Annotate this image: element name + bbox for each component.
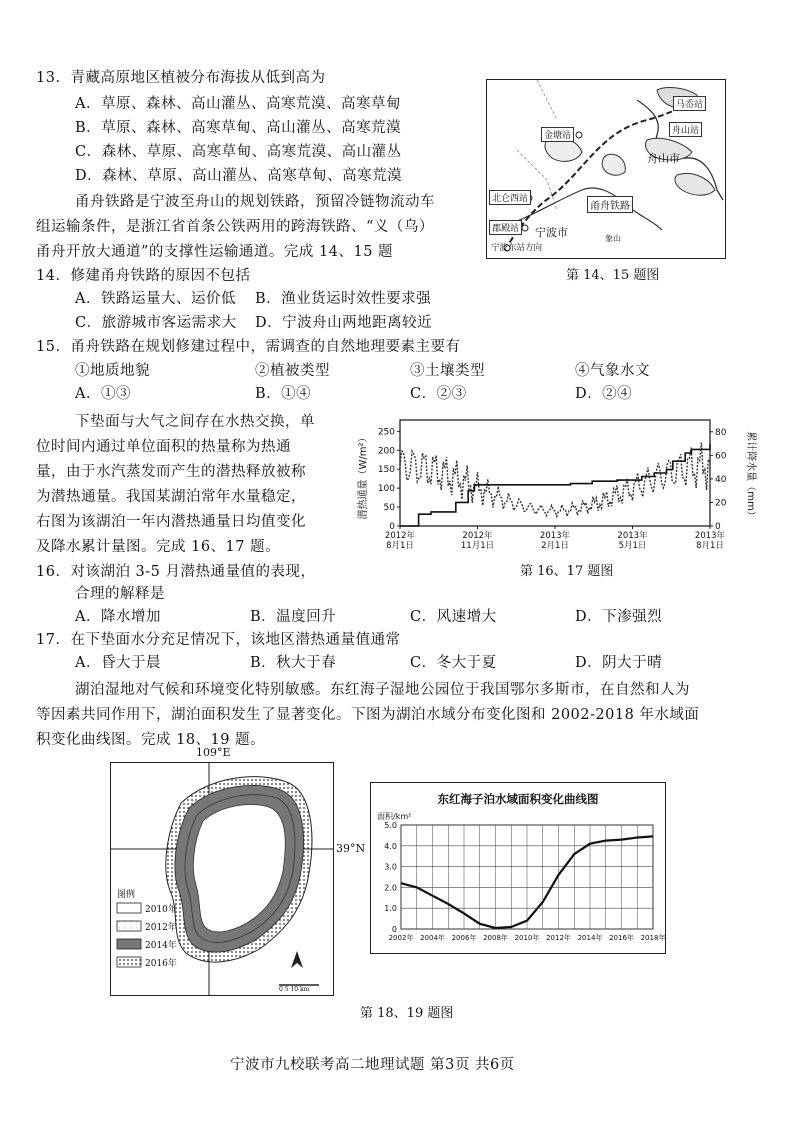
map-label-zhoushan-station: 舟山站 [669, 122, 702, 137]
x-axis-ticks [385, 526, 726, 551]
lake-area-xtick: 2004年 [420, 934, 445, 942]
q15-option-d: D．②④ [575, 386, 633, 402]
map-label-zhoushan-city: 舟山市 [647, 152, 680, 165]
right-tick-label: 20 [715, 498, 727, 509]
intro16-line-1: 下垫面与大气之间存在水热交换，单 [75, 414, 315, 430]
x-tick-label: 2013年 [617, 531, 648, 541]
q15-item-4: ④气象水文 [575, 363, 650, 379]
lake-area-title: 东红海子泊水域面积变化曲线图 [437, 792, 599, 806]
lake-area-xtick: 2002年 [388, 934, 414, 942]
q15-option-b: B．①④ [255, 386, 312, 402]
right-tick-label: 60 [715, 451, 727, 462]
map-label-maao: 马岙站 [673, 96, 706, 111]
x-tick-label: 8月1日 [696, 541, 724, 551]
map-label-ningbo-east: 宁波东站方向 [491, 243, 543, 253]
x-tick-label: 2012年 [462, 531, 493, 541]
map-label-xiangshan: 象山 [605, 234, 621, 243]
chart1-caption: 第 16、17 题图 [520, 564, 614, 579]
x-tick-label: 11月1日 [460, 541, 495, 551]
page-footer: 宁波市九校联考高二地理试题 第3页 共6页 [230, 1057, 515, 1073]
q14-option-d: D．宁波舟山两地距离较近 [255, 315, 433, 331]
q16-stem-2: 合理的解释是 [75, 586, 165, 602]
map-label-ningbo: 宁波市 [535, 226, 568, 239]
q15-stem: 15．甬舟铁路在规划修建过程中，需调查的自然地理要素主要有 [36, 339, 461, 355]
railway-map [486, 79, 726, 259]
lake-area-chart [371, 783, 665, 953]
lake-area-xtick: 2014年 [577, 934, 603, 942]
intro16-line-5: 右图为该湖泊一年内潜热通量日均值变化 [36, 514, 306, 530]
legend-2016: 2016年 [145, 959, 177, 969]
right-tick-label: 0 [715, 522, 721, 532]
intro16-line-4: 为潜热通量。我国某湖泊常年水量稳定， [36, 489, 306, 505]
q16-stem: 16．对该湖泊 3-5 月潜热通量值的表现， [36, 564, 316, 580]
q15-item-2: ②植被类型 [255, 363, 330, 379]
intro16-line-6: 及降水累计量图。完成 16、17 题。 [36, 539, 281, 555]
map-label-beilun: 北仑西站 [489, 190, 531, 205]
left-tick-label: 200 [377, 446, 395, 457]
right-tick-label: 40 [715, 474, 727, 485]
q16-option-a: A．降水增加 [75, 609, 161, 625]
x-tick-label: 5月1日 [618, 541, 647, 551]
lake-area-xtick: 2012年 [546, 934, 571, 942]
map-label-railway: 甬舟铁路 [587, 196, 633, 213]
legend-2010: 2010年 [145, 905, 177, 915]
lake-area-xticks [389, 933, 665, 942]
intro14-line-2: 组运输条件，是浙江省首条公铁两用的跨海铁路、“义（乌） [36, 219, 434, 235]
intro14-line-3: 甬舟开放大通道”的支撑性运输通道。完成 14、15 题 [36, 244, 394, 260]
q14-option-a: A．铁路运量大、运价低 [75, 291, 236, 307]
x-tick-label: 2013年 [694, 531, 726, 541]
right-axis-label: 累计降水量（mm） [745, 431, 756, 521]
q14-option-c: C．旅游城市客运需求大 [75, 315, 237, 331]
x-tick-label: 2013年 [539, 531, 571, 541]
left-axis-ticks [378, 427, 400, 532]
lake-area-ytick: 4.0 [384, 841, 397, 851]
x-tick-label: 8月1日 [386, 541, 414, 551]
map2-scale: 0 5 10 km [279, 986, 310, 993]
legend-2014: 2014年 [145, 941, 177, 951]
intro14-line-1: 甬舟铁路是宁波至舟山的规划铁路，预留冷链物流动车 [75, 194, 435, 210]
lake-area-xtick: 2016年 [609, 934, 634, 942]
intro16-line-2: 位时间内通过单位面积的热量称为热通 [36, 439, 291, 455]
q16-option-c: C．风速增大 [410, 609, 497, 625]
map2-latitude: 39°N [336, 842, 366, 855]
legend-title: 图例 [117, 890, 136, 900]
left-tick-label: 150 [377, 465, 395, 476]
q17-option-c: C．冬大于夏 [410, 655, 497, 671]
q14-stem: 14．修建甬舟铁路的原因不包括 [36, 268, 251, 284]
q13-option-c: C．森林、草原、高寒草甸、高寒荒漠、高山灌丛 [75, 144, 402, 160]
lake-area-ylabel: 面积/km² [377, 812, 412, 821]
lake-area-xtick: 2006年 [451, 934, 477, 942]
q15-option-c: C．②③ [410, 386, 467, 402]
intro18-line-3: 积变化曲线图。完成 18、19 题。 [36, 732, 266, 748]
left-tick-label: 100 [377, 484, 395, 495]
left-axis-label: 潜热通量（W/m²） [358, 432, 369, 520]
map-label-junyin: 郡殿站 [489, 220, 522, 235]
legend-2012: 2012年 [145, 923, 177, 933]
q14-option-b: B．渔业货运时效性要求强 [255, 291, 432, 307]
map-label-jintang: 金塘站 [541, 127, 574, 142]
lake-area-yticks [384, 821, 397, 934]
latent-heat-chart [352, 412, 762, 560]
map2-caption: 第 18、19 题图 [360, 1006, 454, 1021]
q13-option-a: A．草原、森林、高山灌丛、高寒荒漠、高寒草甸 [75, 96, 401, 112]
q17-option-a: A．昏大于晨 [75, 655, 161, 671]
q15-item-3: ③土壤类型 [410, 363, 485, 379]
right-axis-ticks [710, 428, 727, 532]
q17-stem: 17．在下垫面水分充足情况下，该地区潜热通量值通常 [36, 632, 401, 648]
lake-area-chart-frame [370, 782, 666, 954]
lake-area-ytick: 2.0 [384, 883, 397, 893]
intro16-line-3: 量，由于水汽蒸发而产生的潜热释放被称 [36, 464, 306, 480]
x-tick-label: 2月1日 [541, 541, 569, 551]
map1-caption: 第 14、15 题图 [566, 268, 660, 283]
q16-option-d: D．下渗强烈 [575, 609, 663, 625]
intro18-line-1: 湖泊湿地对气候和环境变化特别敏感。东红海子湿地公园位于我国鄂尔多斯市，在自然和人为 [75, 682, 690, 698]
right-tick-label: 80 [715, 427, 727, 438]
q16-option-b: B．温度回升 [250, 609, 337, 625]
lake-area-xtick: 2008年 [483, 934, 508, 942]
left-tick-label: 50 [383, 503, 395, 514]
lake-map [110, 762, 334, 996]
lake-area-ytick: 0 [391, 925, 397, 934]
lake-area-ytick: 3.0 [384, 862, 397, 872]
lake-area-xtick: 2010年 [514, 934, 540, 942]
q17-option-b: B．秋大于春 [250, 655, 337, 671]
q15-option-a: A．①③ [75, 386, 131, 402]
intro18-line-2: 等因素共同作用下，湖泊面积发生了显著变化。下图为湖泊水域分布变化图和 2002-2018 年水域面 [36, 707, 700, 723]
q13-stem: 13．青藏高原地区植被分布海拔从低到高为 [36, 70, 326, 86]
left-tick-label: 0 [389, 522, 395, 532]
left-tick-label: 250 [377, 427, 395, 438]
lake-area-ytick: 5.0 [384, 821, 397, 830]
lake-area-xtick: 2018年 [640, 934, 665, 942]
lake-area-ytick: 1.0 [384, 904, 397, 914]
q15-item-1: ①地质地貌 [75, 363, 150, 379]
map2-longitude: 109°E [196, 746, 231, 759]
q17-option-d: D．阴大于晴 [575, 655, 663, 671]
x-tick-label: 2012年 [384, 531, 416, 541]
q13-option-d: D．森林、草原、高山灌丛、高寒草甸、高寒荒漠 [75, 168, 403, 184]
q13-option-b: B．草原、森林、高寒草甸、高山灌丛、高寒荒漠 [75, 120, 402, 136]
